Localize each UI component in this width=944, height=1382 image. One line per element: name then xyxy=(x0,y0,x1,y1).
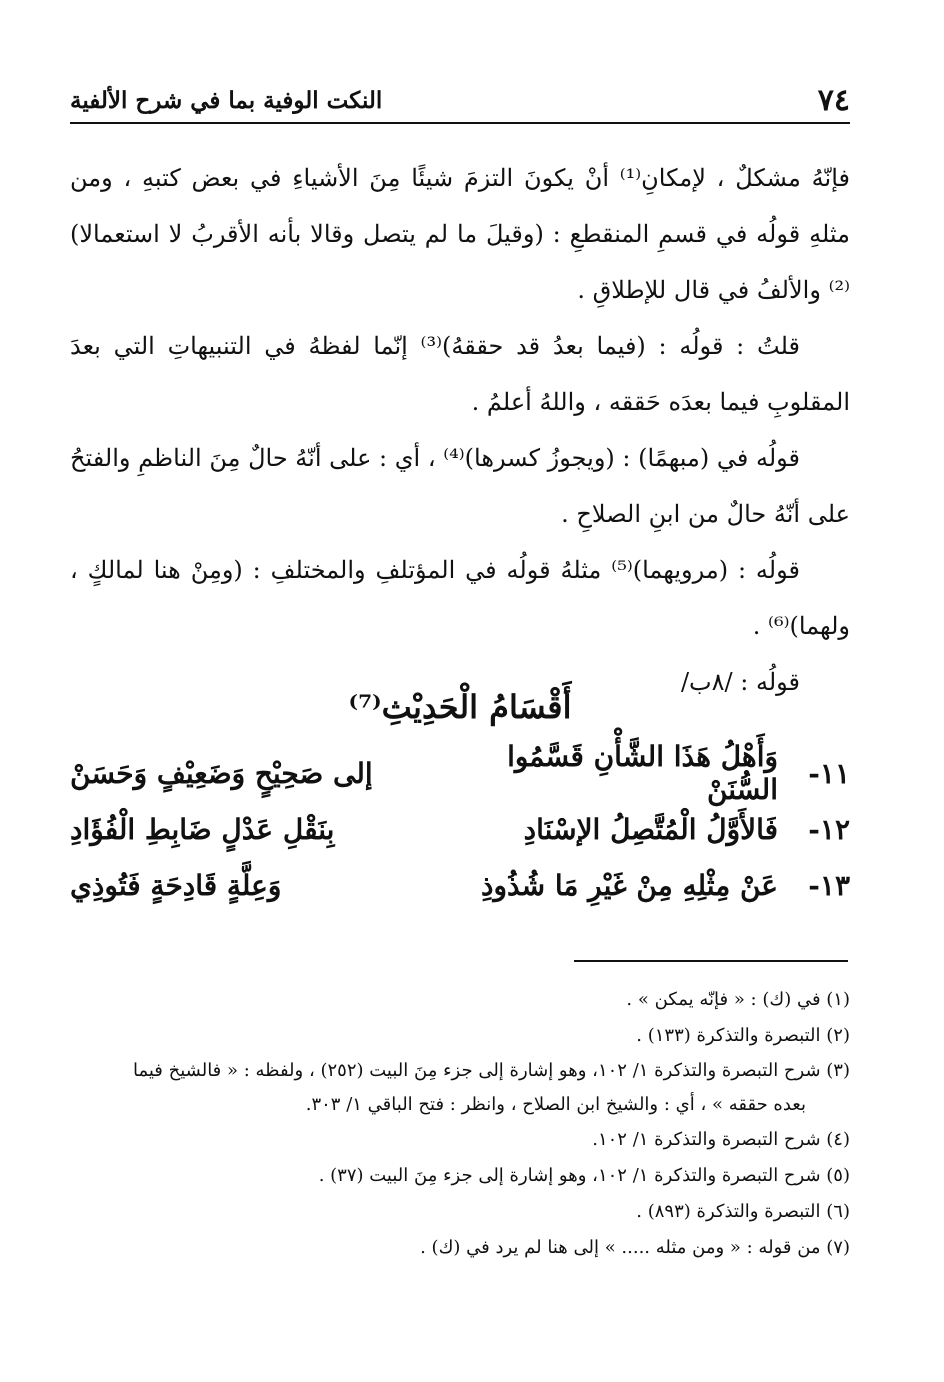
footnote-5: (٥) شرح التبصرة والتذكرة ١/ ١٠٢، وهو إشارة إلى جزء مِنَ البيت (٣٧) . xyxy=(318,1165,850,1186)
paragraph-2: قلتُ : قولُه : (فيما بعدُ قد حققهُ)⁽³⁾ إنّما لفظهُ في التنبيهاتِ التي بعدَ المقلوبِ فيما بعدَه حَققه ، واللهُ أعلمُ . xyxy=(70,332,850,416)
verse-second-hemistich: وَعِلَّةٍ قَادِحَةٍ فَتُوذِي xyxy=(70,868,282,902)
paragraph-1: فإنّهُ مشكلٌ ، لإمكانِ⁽¹⁾ أنْ يكونَ التزمَ شيئًا مِنَ الأشياءِ في بعض كتبهِ ، ومن مثلهِ قولُه في قسمِ المنقطعِ : (وقيلَ ما لم يتصل وقالا بأنه الأقربُ لا استعمالا)⁽²⁾ والألفُ في قال للإطلاقِ . xyxy=(70,164,850,304)
main-text xyxy=(70,150,850,710)
verse-line xyxy=(70,857,850,913)
section-title: أَقْسَامُ الْحَدِيْثِ⁽⁷⁾ xyxy=(348,688,572,726)
paragraph-5: قولُه : /٨ب/ xyxy=(680,668,800,696)
footnote-separator xyxy=(574,960,848,962)
verse-number: ١١- xyxy=(808,756,850,790)
poem-verses xyxy=(70,740,850,913)
verse-first-hemistich: وَأَهْلُ هَذَا الشَّأْنِ قَسَّمُوا السُّنَنْ xyxy=(507,740,778,806)
footnote-6: (٦) التبصرة والتذكرة (٨٩٣) . xyxy=(636,1201,850,1222)
footnote-2: (٢) التبصرة والتذكرة (١٣٣) . xyxy=(636,1025,850,1046)
verse-first-hemistich: فَالأَوَّلُ الْمُتَّصِلُ الإسْنَادِ xyxy=(523,812,778,846)
verse-line xyxy=(70,740,850,806)
verse-second-hemistich: بِنَقْلِ عَدْلٍ ضَابِطِ الْفُؤَادِ xyxy=(70,812,335,846)
running-title: النكت الوفية بما في شرح الألفية xyxy=(70,87,383,114)
footnote-7: (٧) من قوله : « ومن مثله ..... » إلى هنا لم يرد في (ك) . xyxy=(420,1237,850,1258)
verse-number: ١٣- xyxy=(808,868,850,902)
footnotes xyxy=(70,982,850,1266)
paragraph-3: قولُه في (مبهمًا) : (ويجوزُ كسرها)⁽⁴⁾ ، أي : على أنّهُ حالٌ مِنَ الناظمِ والفتحُ على أنّهُ حالٌ من ابنِ الصلاحِ . xyxy=(70,444,850,528)
footnote-3-continuation: بعده حققه » ، أي : والشيخ ابن الصلاح ، وانظر : فتح الباقي ١/ ٣٠٣. xyxy=(305,1094,806,1115)
verse-first-hemistich: عَنْ مِثْلِهِ مِنْ غَيْرِ مَا شُذُوذِ xyxy=(480,868,778,902)
verse-number: ١٢- xyxy=(808,812,850,846)
footnote-4: (٤) شرح التبصرة والتذكرة ١/ ١٠٢. xyxy=(592,1129,850,1150)
verse-second-hemistich: إلى صَحِيْحٍ وَضَعِيْفٍ وَحَسَنْ xyxy=(70,756,373,790)
page-header xyxy=(70,78,850,124)
verse-line xyxy=(70,801,850,857)
page-number: ٧٤ xyxy=(817,83,850,118)
paragraph-4: قولُه : (مرويهما)⁽⁵⁾ مثلهُ قولُه في المؤتلفِ والمختلفِ : (ومِنْ هنا لمالكٍ ، ولهما)⁽⁶⁾ . xyxy=(70,556,850,640)
footnote-1: (١) في (ك) : « فإنّه يمكن » . xyxy=(626,989,850,1010)
footnote-3: (٣) شرح التبصرة والتذكرة ١/ ١٠٢، وهو إشارة إلى جزء مِنَ البيت (٢٥٢) ، ولفظه : « فالشيخ فيما xyxy=(132,1060,850,1081)
